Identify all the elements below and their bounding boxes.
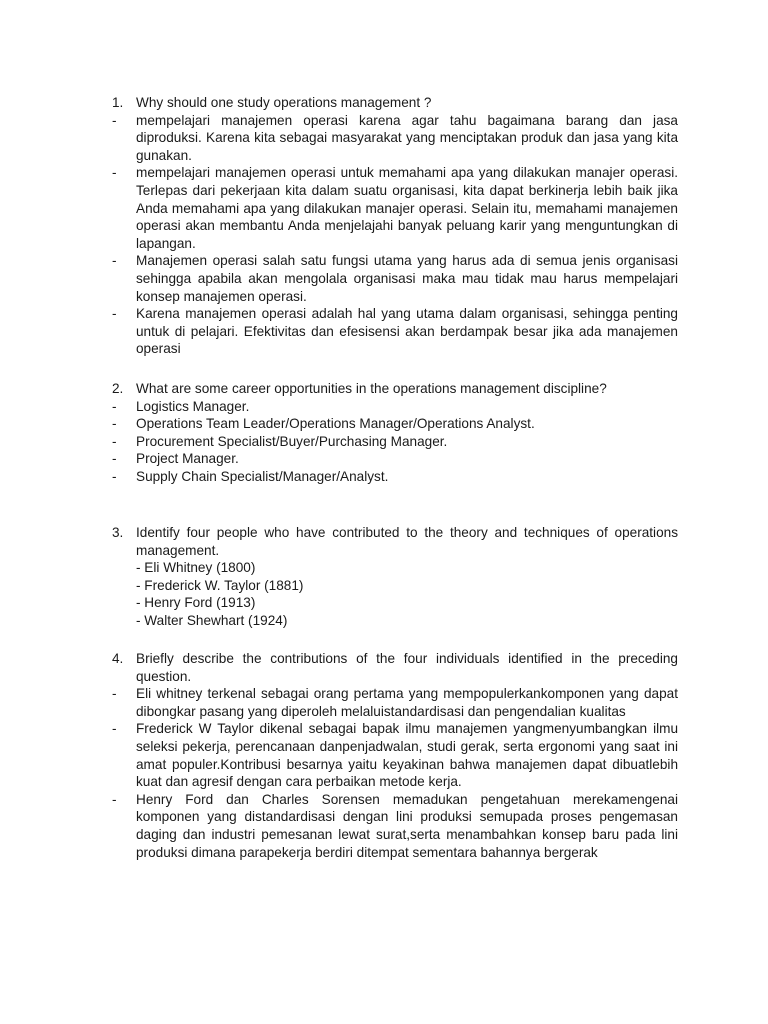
q1-bullet-4	[112, 305, 678, 358]
bullet-dash: -	[112, 721, 117, 737]
q4-bullet-2	[112, 720, 678, 790]
q2-bullet-1-text: Logistics Manager.	[136, 398, 250, 414]
q1-bullet-3-text: Manajemen operasi salah satu fungsi utama yang harus ada di semua jenis organisasi sehingga apabila akan mengolala organisasi maka mau tidak mau harus mempelajari konsep manajemen operasi.	[136, 253, 678, 304]
q4-bullet-3	[112, 791, 678, 861]
q4-bullet-3-text: Henry Ford dan Charles Sorensen memadukan pengetahuan merekamengenai komponen yang distandardisasi dengan lini produksi semupada proses pengemasan daging dan industri pemesanan lewat surat,serta menambahkan konsep baru pada lini produksi dimana parapekerja berdiri ditempat sementara bahannya bergerak	[136, 791, 678, 860]
question-2-text: What are some career opportunities in the operations management discipline?	[136, 381, 607, 396]
q3-item-2: - Frederick W. Taylor (1881)	[136, 577, 304, 593]
q2-bullet-5-text: Supply Chain Specialist/Manager/Analyst.	[136, 468, 389, 484]
question-4	[112, 650, 678, 685]
question-4-number: 4.	[112, 651, 124, 666]
question-2-section	[112, 380, 678, 486]
question-3-section	[112, 524, 678, 630]
q1-bullet-3	[112, 252, 678, 305]
question-3-text: Identify four people who have contributed to the theory and techniques of operations management.	[136, 525, 678, 558]
bullet-dash: -	[112, 686, 117, 702]
bullet-dash: -	[112, 468, 117, 484]
q1-bullet-1	[112, 112, 678, 165]
bullet-dash: -	[112, 416, 117, 432]
q2-bullet-2	[112, 415, 678, 433]
question-4-section	[112, 650, 678, 861]
q4-bullet-1-text: Eli whitney terkenal sebagai orang pertama yang mempopulerkankomponen yang dapat dibongkar pasang yang diperoleh melaluistandardisasi dan pengendalian kualitas	[136, 686, 678, 719]
bullet-dash: -	[112, 306, 117, 322]
question-1	[112, 94, 678, 112]
q3-item-1: - Eli Whitney (1800)	[136, 560, 256, 576]
question-1-text: Why should one study operations management ?	[136, 95, 432, 110]
question-1-number: 1.	[112, 95, 124, 110]
q3-item-3: - Henry Ford (1913)	[136, 595, 256, 611]
bullet-dash: -	[112, 253, 117, 269]
question-2-number: 2.	[112, 381, 124, 396]
q1-bullet-1-text: mempelajari manajemen operasi karena agar tahu bagaimana barang dan jasa diproduksi. Karena kita sebagai masyarakat yang menciptakan produk dan jasa yang kita gunakan.	[136, 112, 678, 163]
bullet-dash: -	[112, 398, 117, 414]
bullet-dash: -	[112, 451, 117, 467]
q1-bullet-2	[112, 164, 678, 252]
q4-bullet-2-text: Frederick W Taylor dikenal sebagai bapak ilmu manajemen yangmenyumbangkan ilmu seleksi pekerja, perencanaan danpenjadwalan, studi gerak, serta ergonomi yang saat ini amat populer.Kontribusi besarnya yaitu keyakinan bahwa manajemen dapat dibuatlebih kuat dan agresif dengan cara perbaikan metode kerja.	[136, 721, 678, 790]
q2-bullet-4	[112, 450, 678, 468]
bullet-dash: -	[112, 112, 117, 128]
q4-bullet-1	[112, 685, 678, 720]
q2-bullet-3-text: Procurement Specialist/Buyer/Purchasing Manager.	[136, 433, 448, 449]
q1-bullet-4-text: Karena manajemen operasi adalah hal yang utama dalam organisasi, sehingga penting untuk di pelajari. Efektivitas dan efesisensi akan berdampak besar jika ada manajemen operasi	[136, 306, 678, 357]
q2-bullet-3	[112, 433, 678, 451]
q2-bullet-1	[112, 398, 678, 416]
question-1-section	[112, 94, 678, 358]
q2-bullet-4-text: Project Manager.	[136, 451, 239, 467]
bullet-dash: -	[112, 165, 117, 181]
question-3	[112, 524, 678, 559]
q2-bullet-5	[112, 468, 678, 486]
q2-bullet-2-text: Operations Team Leader/Operations Manager/Operations Analyst.	[136, 416, 535, 432]
q1-bullet-2-text: mempelajari manajemen operasi untuk memahami apa yang dilakukan manajer operasi. Terlepas dari pekerjaan kita dalam suatu organisasi, kita dapat berkinerja lebih baik jika Anda memahami apa yang dilakukan manajer operasi. Selain itu, memahami manajemen operasi akan membantu Anda menjelajahi banyak peluang karir yang menguntungkan di lapangan.	[136, 165, 678, 251]
question-4-text: Briefly describe the contributions of the four individuals identified in the preceding question.	[136, 651, 678, 684]
question-3-number: 3.	[112, 525, 124, 540]
question-2	[112, 380, 678, 398]
bullet-dash: -	[112, 791, 117, 807]
q3-item-4: - Walter Shewhart (1924)	[136, 612, 288, 628]
bullet-dash: -	[112, 433, 117, 449]
